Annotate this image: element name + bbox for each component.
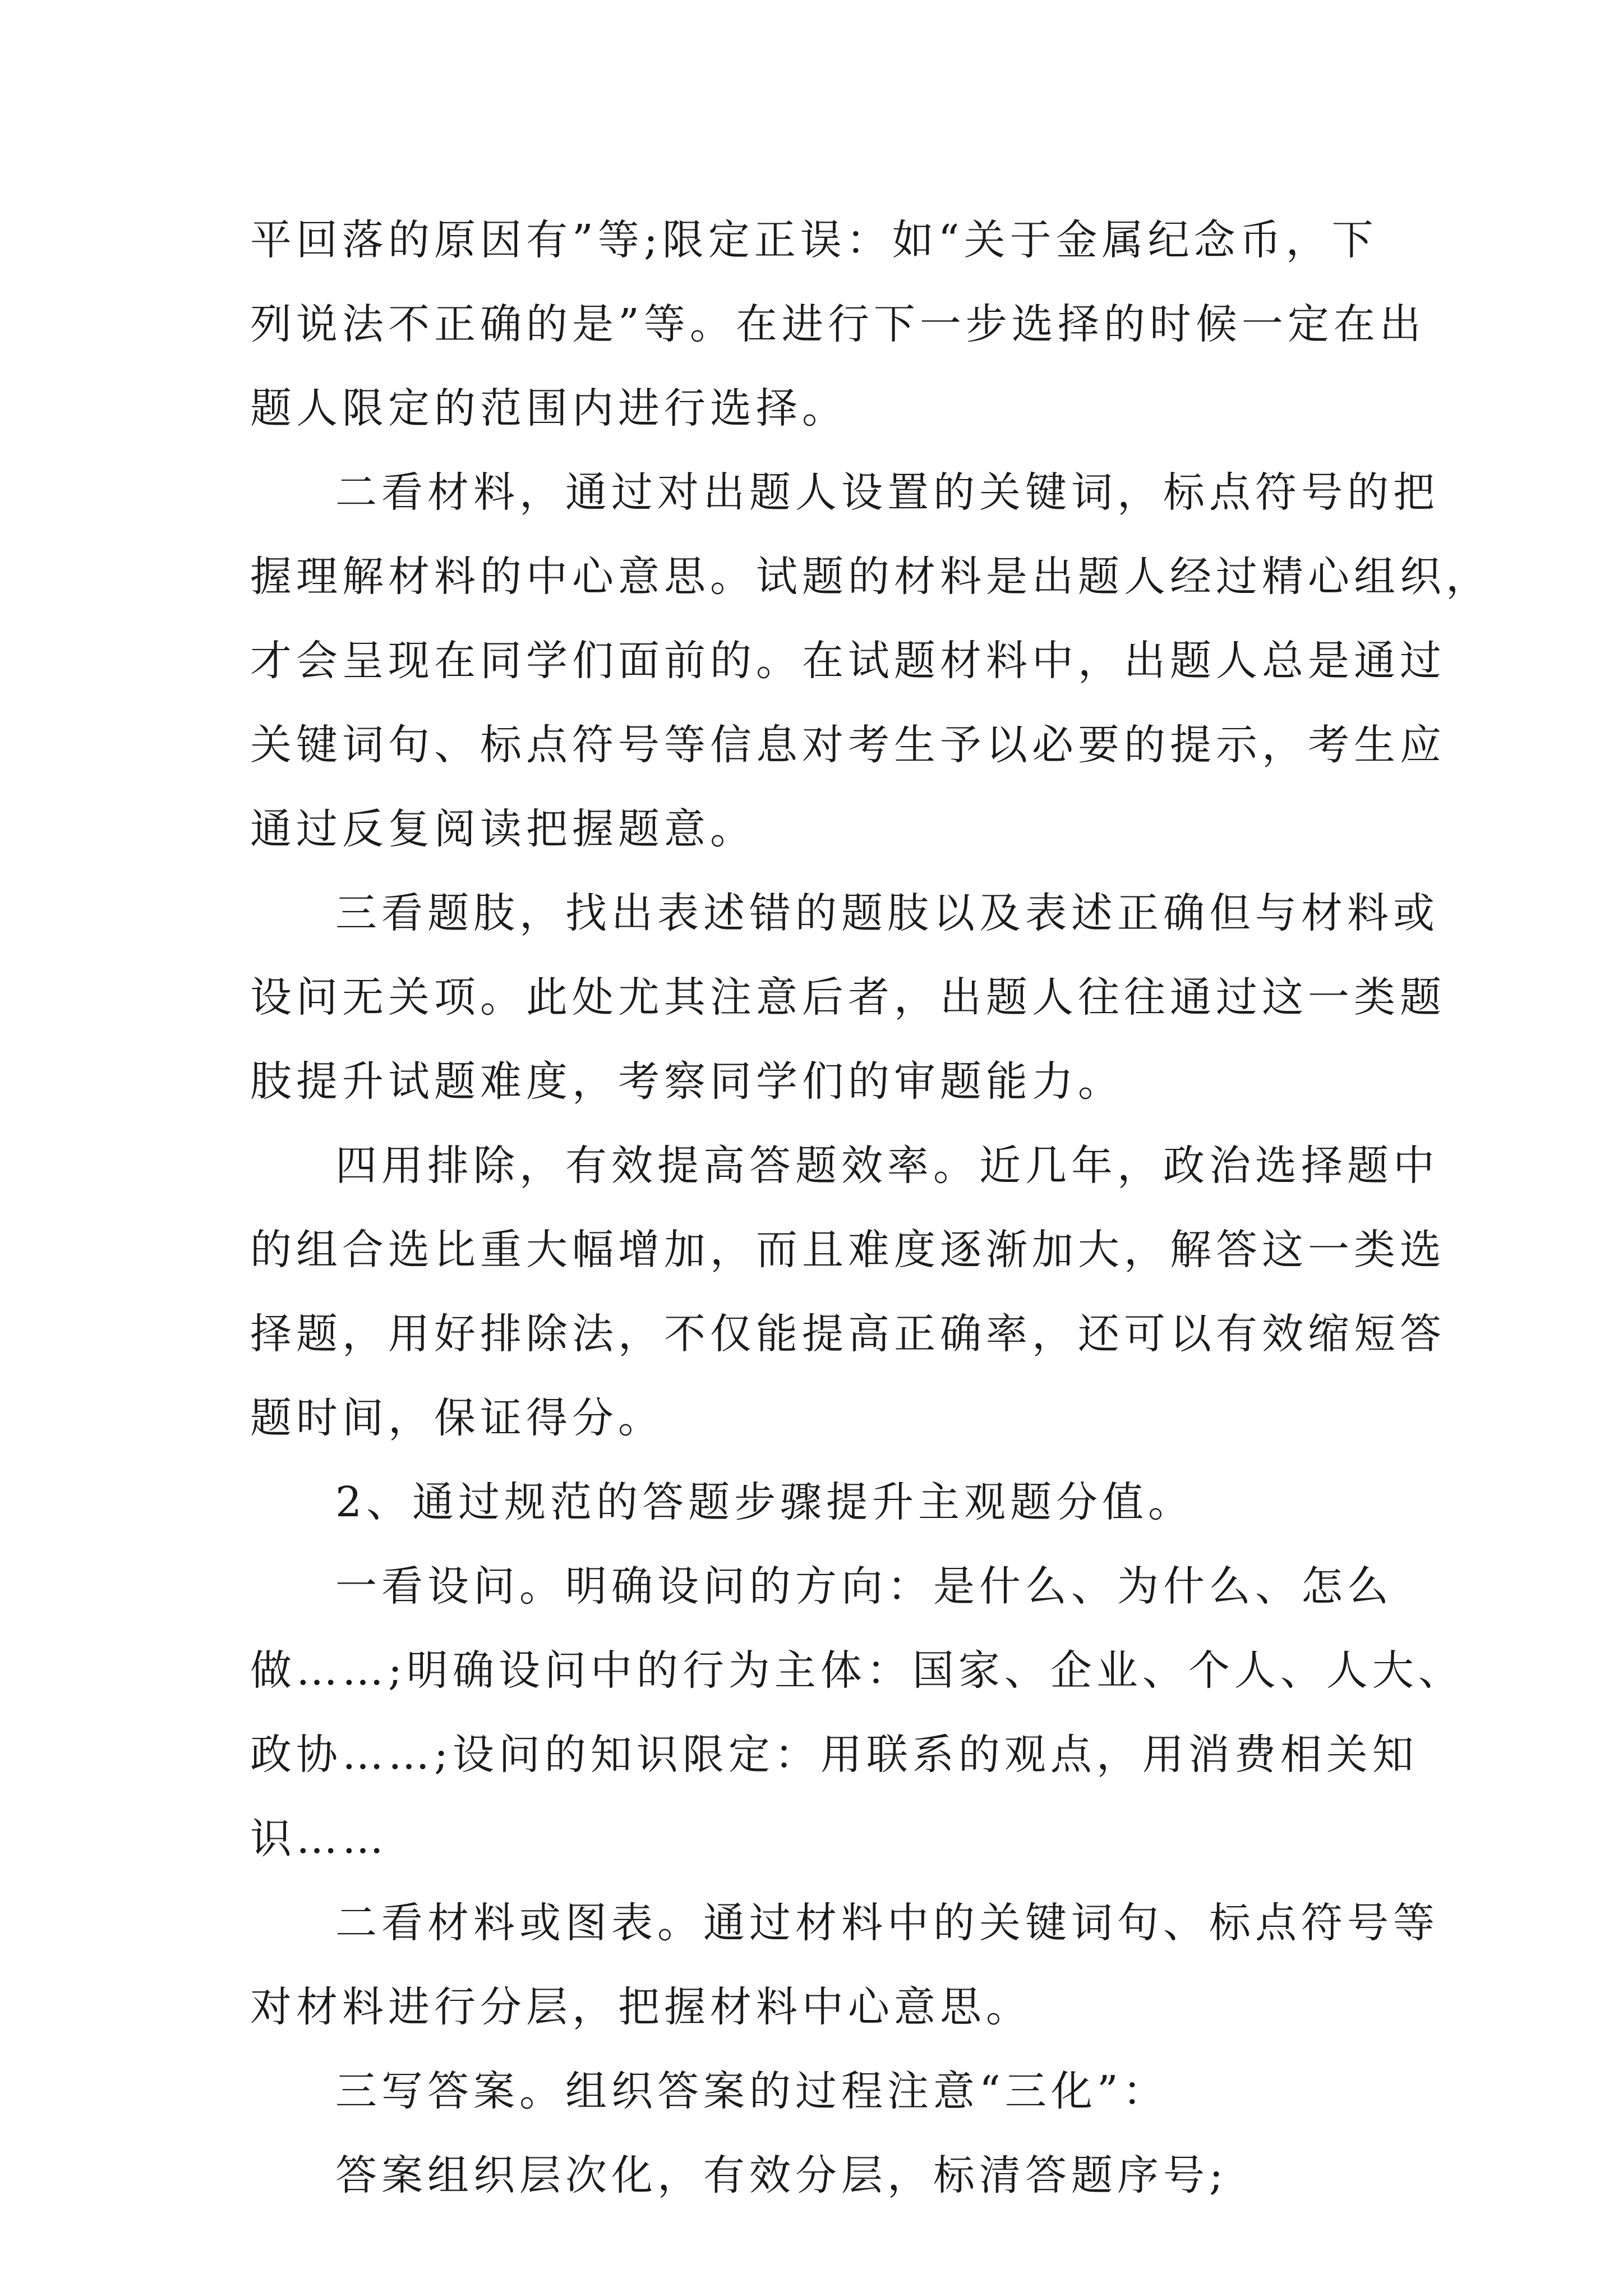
paragraph-3-line-1: 三看题肢，找出表述错的题肢以及表述正确但与材料或 <box>335 889 1439 937</box>
paragraph-4-line-1: 四用排除，有效提高答题效率。近几年，政治选择题中 <box>335 1142 1439 1190</box>
paragraph-3-line-3: 肢提升试题难度，考察同学们的审题能力。 <box>250 1057 1124 1106</box>
paragraph-4-line-4: 题时间，保证得分。 <box>250 1394 664 1442</box>
paragraph-1-line-2: 列说法不正确的是”等。在进行下一步选择的时候一定在出 <box>250 300 1426 348</box>
paragraph-5-line-1: 2、通过规范的答题步骤提升主观题分值。 <box>335 1478 1195 1526</box>
paragraph-7-line-2: 对材料进行分层，把握材料中心意思。 <box>250 1983 1032 2031</box>
paragraph-7-line-1: 二看材料或图表。通过材料中的关键词句、标点符号等 <box>335 1899 1439 1947</box>
paragraph-6-line-3: 政协……;设问的知识限定：用联系的观点，用消费相关知 <box>250 1731 1418 1779</box>
paragraph-2-line-2: 握理解材料的中心意思。试题的材料是出题人经过精心组织， <box>250 553 1492 601</box>
paragraph-2-line-3: 才会呈现在同学们面前的。在试题材料中，出题人总是通过 <box>250 637 1446 685</box>
paragraph-2-line-5: 通过反复阅读把握题意。 <box>250 805 756 853</box>
paragraph-9-line-1: 答案组织层次化，有效分层，标清答题序号; <box>335 2151 1228 2200</box>
paragraph-2-line-4: 关键词句、标点符号等信息对考生予以必要的提示，考生应 <box>250 721 1446 769</box>
paragraph-1-line-1: 平回落的原因有”等;限定正误：如“关于金属纪念币，下 <box>250 216 1378 264</box>
paragraph-2-line-1: 二看材料，通过对出题人设置的关键词，标点符号的把 <box>335 468 1439 517</box>
paragraph-8-line-1: 三写答案。组织答案的过程注意“三化”： <box>335 2067 1169 2115</box>
paragraph-1-line-3: 题人限定的范围内进行选择。 <box>250 384 848 432</box>
paragraph-4-line-2: 的组合选比重大幅增加，而且难度逐渐加大，解答这一类选 <box>250 1226 1446 1274</box>
paragraph-3-line-2: 设问无关项。此处尤其注意后者，出题人往往通过这一类题 <box>250 973 1446 1022</box>
paragraph-6-line-1: 一看设问。明确设问的方向：是什么、为什么、怎么 <box>335 1562 1393 1611</box>
paragraph-6-line-4: 识…… <box>250 1815 388 1863</box>
paragraph-6-line-2: 做……;明确设问中的行为主体：国家、企业、个人、人大、 <box>250 1646 1464 1695</box>
paragraph-4-line-3: 择题，用好排除法，不仅能提高正确率，还可以有效缩短答 <box>250 1310 1446 1358</box>
